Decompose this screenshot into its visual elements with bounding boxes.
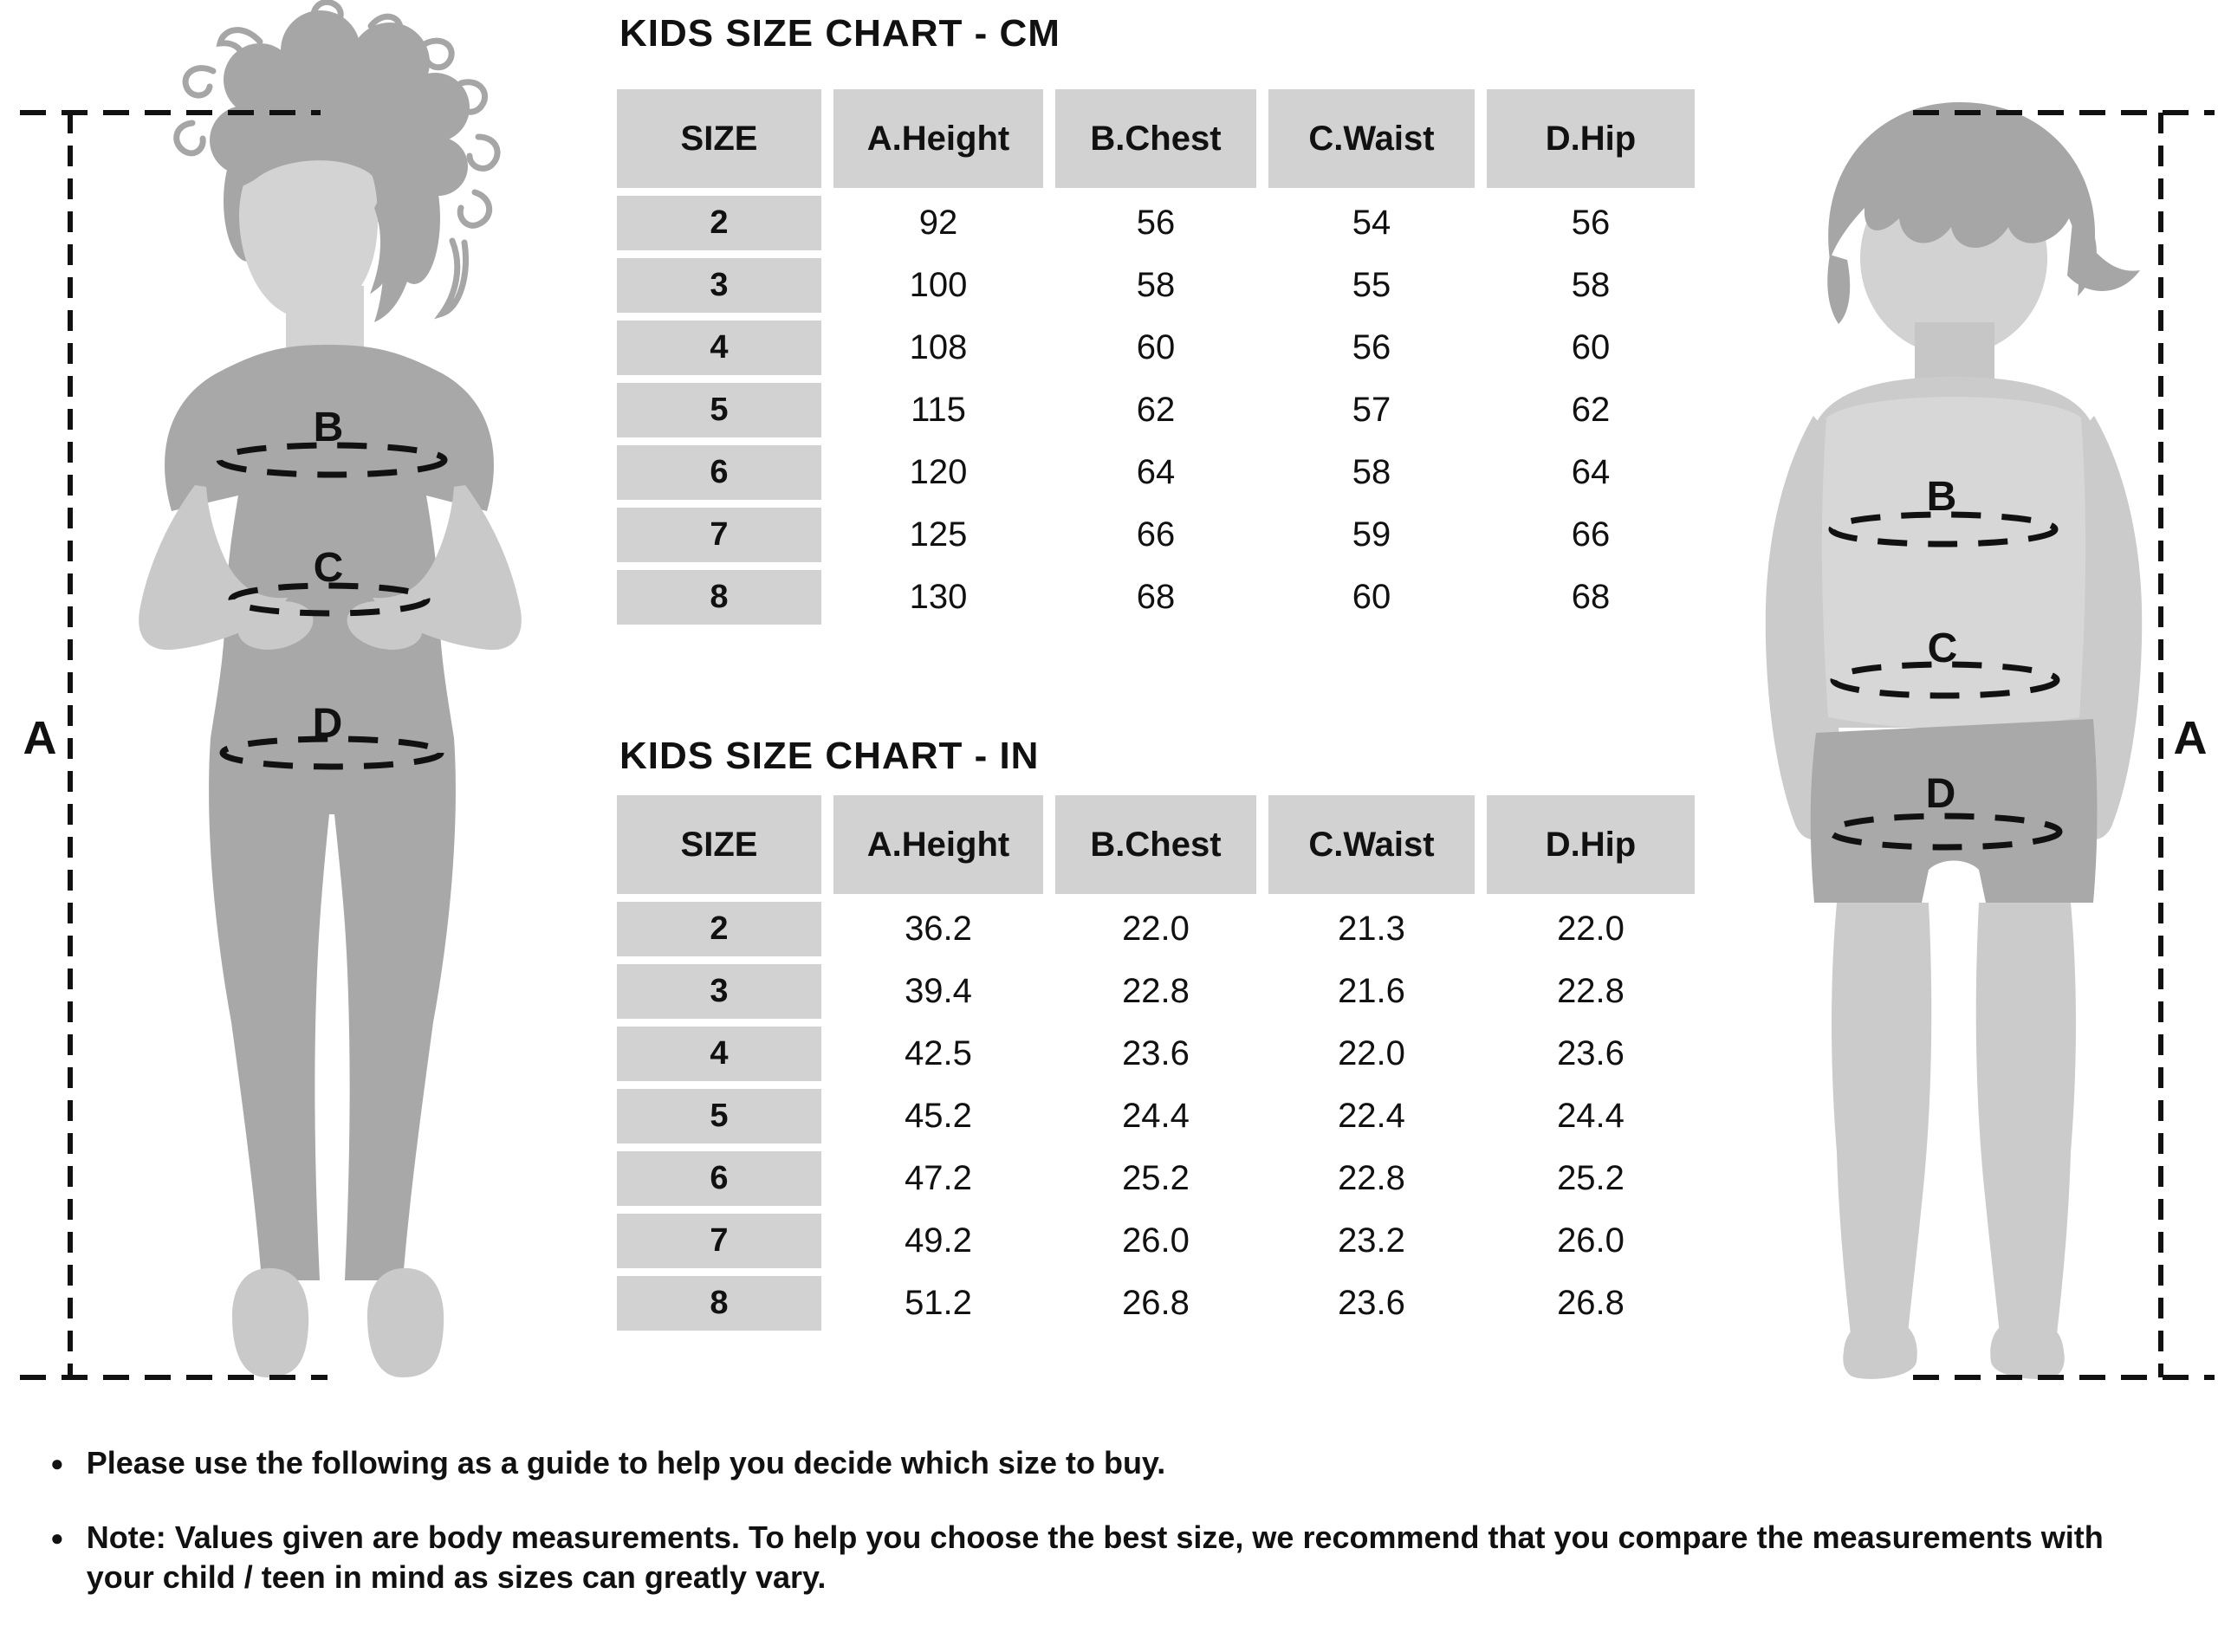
cm-waist-cell: 57: [1268, 383, 1475, 437]
in-height-cell: 36.2: [833, 902, 1043, 956]
cm-hip-cell: 68: [1487, 570, 1695, 625]
cm-waist-cell: 60: [1268, 570, 1475, 625]
cm-column-header-size: SIZE: [617, 89, 821, 188]
height-label-left: A: [23, 712, 57, 764]
cm-size-cell: 4: [617, 321, 821, 375]
in-hip-cell: 23.6: [1487, 1027, 1695, 1081]
footer-notes: [50, 1443, 2182, 1632]
in-size-cell: 6: [617, 1151, 821, 1206]
in-hip-cell: 26.0: [1487, 1214, 1695, 1268]
in-height-cell: 39.4: [833, 964, 1043, 1019]
boy-hip-label: D: [1925, 771, 1956, 817]
in-chest-cell: 25.2: [1055, 1151, 1256, 1206]
in-chest-cell: 22.0: [1055, 902, 1256, 956]
cm-waist-cell: 58: [1268, 445, 1475, 500]
cm-chest-cell: 66: [1055, 508, 1256, 562]
height-label-right: A: [2173, 712, 2208, 764]
in-column-header-waist: C.Waist: [1268, 795, 1475, 894]
in-waist-cell: 21.3: [1268, 902, 1475, 956]
cm-hip-cell: 66: [1487, 508, 1695, 562]
in-waist-cell: 22.0: [1268, 1027, 1475, 1081]
cm-size-cell: 6: [617, 445, 821, 500]
in-height-cell: 42.5: [833, 1027, 1043, 1081]
cm-chest-cell: 62: [1055, 383, 1256, 437]
cm-hip-cell: 64: [1487, 445, 1695, 500]
in-size-cell: 2: [617, 902, 821, 956]
in-size-table: [617, 795, 1695, 1331]
in-hip-cell: 24.4: [1487, 1089, 1695, 1143]
cm-size-table: [617, 89, 1695, 625]
cm-height-cell: 92: [833, 196, 1043, 250]
in-column-header-hip: D.Hip: [1487, 795, 1695, 894]
in-chest-cell: 23.6: [1055, 1027, 1256, 1081]
cm-height-cell: 115: [833, 383, 1043, 437]
cm-chest-cell: 58: [1055, 258, 1256, 313]
in-size-cell: 4: [617, 1027, 821, 1081]
in-hip-cell: 22.0: [1487, 902, 1695, 956]
girl-hip-label: D: [312, 701, 343, 747]
note-guide: [50, 1443, 2182, 1483]
cm-size-cell: 7: [617, 508, 821, 562]
in-waist-cell: 23.6: [1268, 1276, 1475, 1331]
cm-hip-cell: 60: [1487, 321, 1695, 375]
cm-hip-cell: 56: [1487, 196, 1695, 250]
girl-neck: [286, 286, 364, 353]
boy-figure: [1766, 102, 2142, 1379]
boy-feet: [1843, 1318, 2064, 1379]
cm-height-cell: 120: [833, 445, 1043, 500]
in-hip-cell: 22.8: [1487, 964, 1695, 1019]
in-size-cell: 5: [617, 1089, 821, 1143]
girl-figure: [139, 2, 522, 1377]
cm-hip-cell: 58: [1487, 258, 1695, 313]
cm-column-header-hip: D.Hip: [1487, 89, 1695, 188]
boy-chest-label: B: [1926, 474, 1957, 520]
in-chest-cell: 26.8: [1055, 1276, 1256, 1331]
in-column-header-height: A.Height: [833, 795, 1043, 894]
cm-height-cell: 130: [833, 570, 1043, 625]
in-height-cell: 49.2: [833, 1214, 1043, 1268]
in-chest-cell: 24.4: [1055, 1089, 1256, 1143]
cm-waist-cell: 54: [1268, 196, 1475, 250]
cm-chest-cell: 56: [1055, 196, 1256, 250]
cm-size-cell: 5: [617, 383, 821, 437]
note-guide-text: Please use the following as a guide to help you decide which size to buy.: [86, 1445, 1166, 1480]
in-height-cell: 47.2: [833, 1151, 1043, 1206]
note-body-measurements-text: Note: Values given are body measurements. To help you choose the best size, we recommend that you compare the measurements with your child / teen in mind as sizes can greatly vary.: [86, 1519, 2104, 1595]
in-size-cell: 3: [617, 964, 821, 1019]
cm-hip-cell: 62: [1487, 383, 1695, 437]
boy-waist-label: C: [1927, 625, 1958, 671]
cm-size-cell: 3: [617, 258, 821, 313]
in-chart-title: KIDS SIZE CHART - IN: [619, 735, 1040, 777]
in-hip-cell: 26.8: [1487, 1276, 1695, 1331]
cm-waist-cell: 59: [1268, 508, 1475, 562]
girl-body: [165, 345, 494, 1280]
in-size-cell: 8: [617, 1276, 821, 1331]
cm-size-cell: 8: [617, 570, 821, 625]
girl-waist-label: C: [313, 545, 344, 591]
in-waist-cell: 21.6: [1268, 964, 1475, 1019]
girl-chest-label: B: [313, 405, 344, 450]
cm-column-header-waist: C.Waist: [1268, 89, 1475, 188]
in-waist-cell: 23.2: [1268, 1214, 1475, 1268]
in-waist-cell: 22.8: [1268, 1151, 1475, 1206]
in-chest-cell: 26.0: [1055, 1214, 1256, 1268]
cm-chest-cell: 60: [1055, 321, 1256, 375]
in-column-header-chest: B.Chest: [1055, 795, 1256, 894]
cm-height-cell: 125: [833, 508, 1043, 562]
in-chest-cell: 22.8: [1055, 964, 1256, 1019]
bullet-icon: ●: [50, 1525, 64, 1551]
cm-waist-cell: 55: [1268, 258, 1475, 313]
note-body-measurements: [50, 1518, 2182, 1597]
cm-chart-title: KIDS SIZE CHART - CM: [619, 12, 1060, 55]
cm-height-cell: 100: [833, 258, 1043, 313]
cm-column-header-chest: B.Chest: [1055, 89, 1256, 188]
in-column-header-size: SIZE: [617, 795, 821, 894]
cm-column-header-height: A.Height: [833, 89, 1043, 188]
in-height-cell: 51.2: [833, 1276, 1043, 1331]
in-hip-cell: 25.2: [1487, 1151, 1695, 1206]
cm-chest-cell: 68: [1055, 570, 1256, 625]
boy-legs: [1832, 903, 2076, 1334]
boy-chest-panel: [1822, 397, 2085, 729]
girl-feet: [232, 1268, 444, 1377]
in-waist-cell: 22.4: [1268, 1089, 1475, 1143]
cm-chest-cell: 64: [1055, 445, 1256, 500]
cm-height-cell: 108: [833, 321, 1043, 375]
cm-size-cell: 2: [617, 196, 821, 250]
in-size-cell: 7: [617, 1214, 821, 1268]
in-height-cell: 45.2: [833, 1089, 1043, 1143]
cm-waist-cell: 56: [1268, 321, 1475, 375]
bullet-icon: ●: [50, 1450, 64, 1476]
